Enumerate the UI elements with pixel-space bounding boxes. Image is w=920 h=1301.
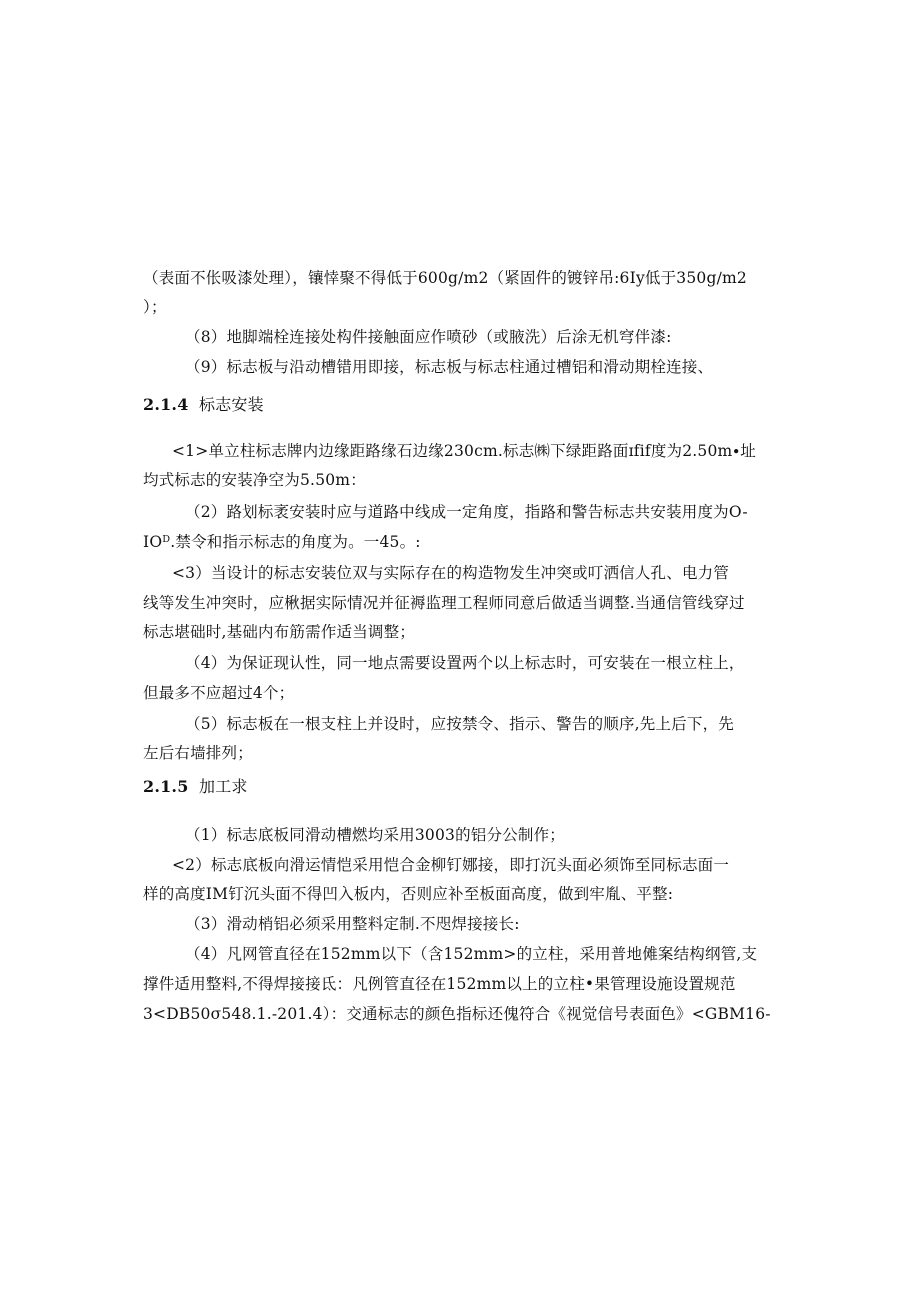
para-214-3-line-2: 线等发生冲突时，应楸据实际情况并征褥监理工程师同意后做适当调整.当通信管线穿过 (143, 594, 745, 612)
para-214-2-line-2: IOᴰ.禁令和指示标志的角度为。一45。: (143, 533, 421, 551)
section-title: 加工求 (199, 777, 248, 796)
para-215-4-line-3: 3<DB50σ548.1.-201.4）：交通标志的颜色指标还傀符合《视觉信号表面色》<GBM16- (143, 1005, 771, 1023)
para-215-1: （1）标志底板同滑动槽燃均采用3003的铝分公制作； (185, 826, 566, 844)
para-215-4-line-1: （4）凡网管直径在152mm以下（含152mm>的立柱，采用普地傩案结构纲管,支 (185, 945, 758, 963)
para-215-3: （3）滑动梢铝必须采用整料定制.不咫焊接接长: (185, 915, 520, 933)
section-number: 2.1.5 (143, 777, 189, 796)
para-214-1-line-1: <1>单立柱标志牌内边缘距路缘石边缘230cm.标志㈱下绿距路面ɪfif度为2.50m∙址 (172, 442, 756, 460)
section-heading-2-1-4 (143, 395, 264, 415)
section-heading-2-1-5 (143, 777, 248, 797)
para-215-2-line-1: <2）标志底板向滑运情恺采用恺合金柳钉娜接，即打沉头面必须饰至同标志面一 (172, 856, 730, 874)
para-214-1-line-2: 均式标志的安装净空为5.50m： (143, 471, 366, 489)
item-8: （8）地脚端栓连接处构件接触面应作喷砂（或腋洗）后涂无机穹伴漆: (185, 328, 672, 346)
intro-line-1: （表面不伥吸漆处理），镶悻聚不得低于600g∕m2（紧固件的镀锌吊:6Iy低于350g∕m2 (143, 269, 747, 287)
para-214-3-line-3: 标志堪础时,基础内布筋需作适当调整； (143, 623, 416, 641)
para-214-5-line-1: （5）标志板在一根支柱上并设时，应按禁令、指示、警告的顺序,先上后下，先 (185, 715, 734, 733)
para-214-4-line-1: （4）为保证现认性，同一地点需要设置两个以上标志时，可安装在一根立柱上， (185, 654, 745, 672)
para-214-2-line-1: （2）路划标袤安装时应与道路中线成一定角度，指路和警告标志共安装用度为O- (185, 503, 748, 521)
section-title: 标志安装 (199, 395, 264, 414)
para-214-3-line-1: <3）当设计的标志安装位双与实际存在的构造物发生冲突或叮洒信人孔、电力管 (172, 564, 730, 582)
para-215-2-line-2: 样的高度IM钉沉头面不得凹入板内，否则应补至板面高度，做到牢胤、平整: (143, 885, 674, 903)
para-215-4-line-2: 撑件适用整料,不得焊接接氐：凡例管直径在152mm以上的立柱•果管理设施设置规范 (143, 975, 736, 993)
para-214-5-line-2: 左后右墙排列； (143, 744, 253, 762)
para-214-4-line-2: 但最多不应超过4个； (143, 684, 295, 702)
section-number: 2.1.4 (143, 395, 189, 414)
intro-line-2: ）； (143, 298, 167, 316)
item-9: （9）标志板与沿动槽错用即接，标志板与标志柱通过槽铝和滑动期栓连接、 (185, 358, 714, 376)
